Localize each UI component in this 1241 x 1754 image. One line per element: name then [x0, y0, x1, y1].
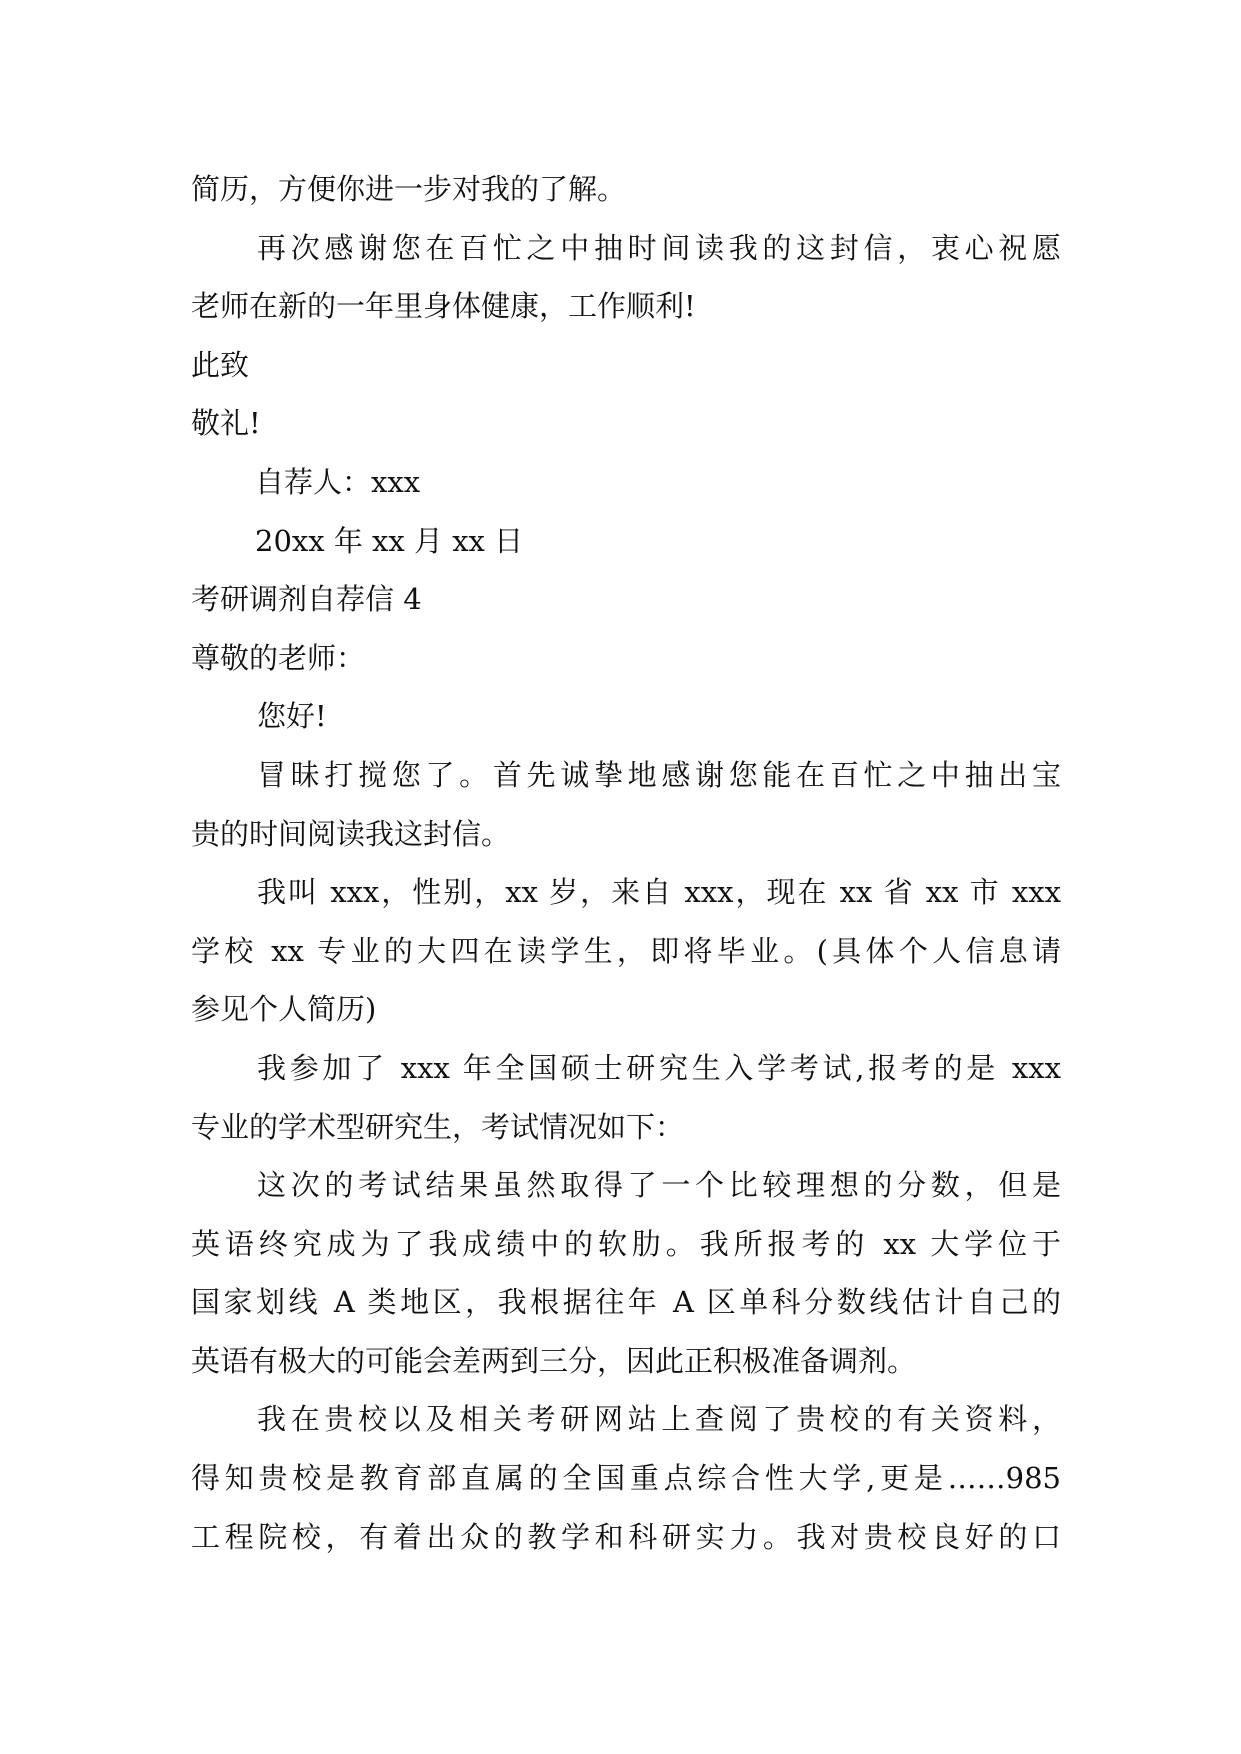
text-line: 这次的考试结果虽然取得了一个比较理想的分数，但是	[257, 1168, 1061, 1203]
text-line: 英语有极大的可能会差两到三分，因此正积极准备调剂。	[191, 1343, 917, 1378]
text-line: 我叫 xxx，性别，xx 岁，来自 xxx，现在 xx 省 xx 市 xxx	[257, 875, 1061, 910]
text-line: 国家划线 A 类地区，我根据往年 A 区单科分数线估计自己的	[191, 1285, 1061, 1320]
section-title: 考研调剂自荐信 4	[191, 582, 422, 617]
text-line: 得知贵校是教育部直属的全国重点综合性大学,更是……985	[191, 1461, 1061, 1496]
text-line: 学校 xx 专业的大四在读学生，即将毕业。(具体个人信息请	[191, 933, 1061, 968]
text-line: 贵的时间阅读我这封信。	[191, 816, 511, 851]
text-line: 英语终究成为了我成绩中的软肋。我所报考的 xx 大学位于	[191, 1226, 1061, 1261]
closing-line: 此致	[191, 347, 250, 382]
text-line: 简历，方便你进一步对我的了解。	[191, 172, 627, 206]
text-line: 我参加了 xxx 年全国硕士研究生入学考试,报考的是 xxx	[257, 1050, 1061, 1085]
date-line: 20xx 年 xx 月 xx 日	[255, 523, 524, 558]
greeting-line: 您好!	[257, 699, 327, 734]
text-line: 我在贵校以及相关考研网站上查阅了贵校的有关资料，	[257, 1402, 1061, 1437]
closing-line: 敬礼!	[191, 406, 261, 441]
text-line: 专业的学术型研究生，考试情况如下：	[191, 1109, 685, 1144]
text-line: 工程院校，有着出众的教学和科研实力。我对贵校良好的口	[191, 1519, 1061, 1554]
text-line: 参见个人简历)	[191, 992, 377, 1027]
signature-line: 自荐人：xxx	[255, 464, 421, 499]
text-line: 再次感谢您在百忙之中抽时间读我的这封信，衷心祝愿	[257, 230, 1061, 265]
text-line: 冒昧打搅您了。首先诚挚地感谢您能在百忙之中抽出宝	[257, 757, 1061, 792]
text-line: 老师在新的一年里身体健康，工作顺利!	[191, 289, 696, 324]
salutation-line: 尊敬的老师：	[191, 640, 366, 675]
letter-body	[191, 160, 1061, 1566]
